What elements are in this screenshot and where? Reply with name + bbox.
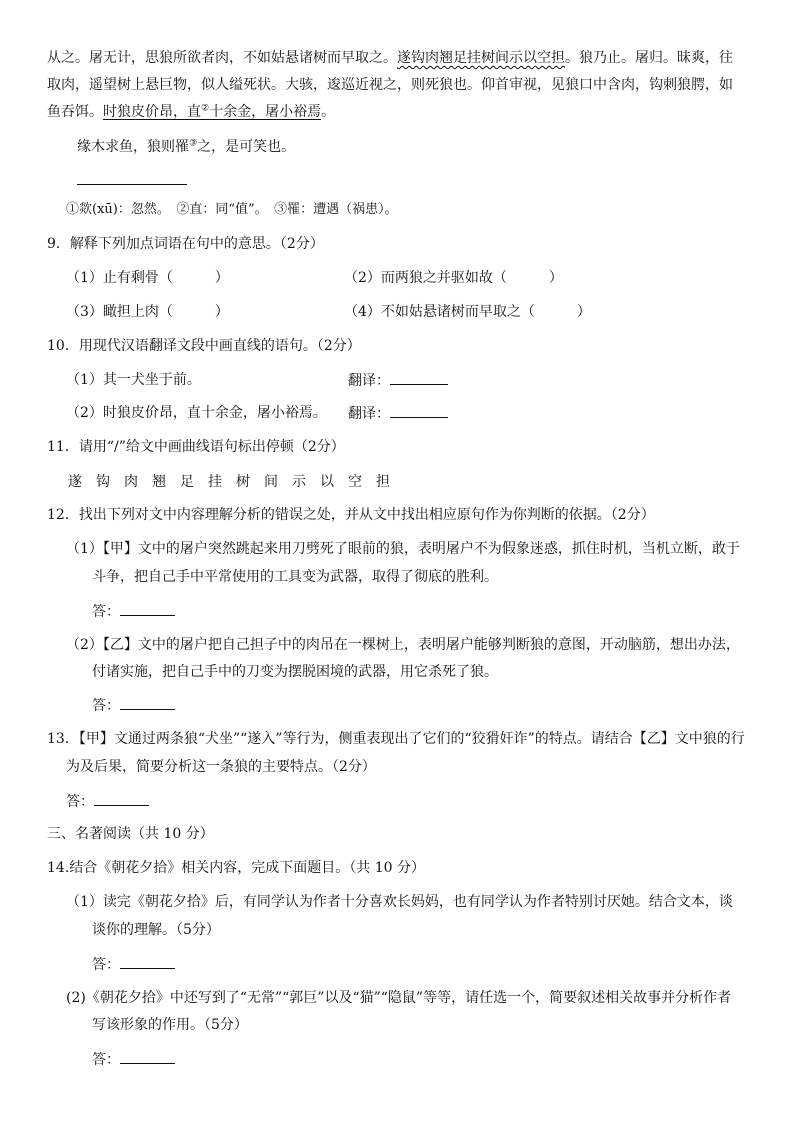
question-10-item-2: （2）时狼皮价昂，直十余金，屠小裕焉。 <box>66 405 327 421</box>
answer-blank[interactable] <box>120 954 175 969</box>
question-12-item-1-line-1: （1）【甲】文中的屠户突然跳起来用刀劈死了眼前的狼，表明屠户不为假象迷惑，抓住时机，当机立断，敢于 <box>66 541 740 557</box>
passage-line-2: 取肉，遥望树上悬巨物，似人缢死状。大骇，逡巡近视之，则死狼也。仰首审视，见狼口中含肉，钩刺狼腭，如 <box>47 77 733 93</box>
answer-blank[interactable] <box>390 403 448 418</box>
question-12-item-1-line-2: 斗争，把自己手中平常使用的工具变为武器，取得了彻底的胜利。 <box>92 569 498 585</box>
question-9-item-2: （2）而两狼之并驱如故（ ） <box>344 270 563 286</box>
question-9-item-4: （4）不如姑悬诸树而早取之（ ） <box>344 304 591 320</box>
answer-blank[interactable] <box>120 1049 175 1064</box>
question-11-sentence: 遂钩肉翘足挂树间示以空担 <box>68 474 404 490</box>
question-10-translate-2: 翻译： <box>348 403 448 424</box>
question-12-item-2-line-1: （2）【乙】文中的屠户把自己担子中的肉吊在一棵树上，表明屠户能够判断狼的意图，开动脑筋，想出办法， <box>66 637 740 653</box>
section-3-heading: 三、名著阅读（共 10 分） <box>47 826 214 842</box>
passage-line-4: 缘木求鱼，狼则罹③之，是可笑也。 <box>77 138 296 155</box>
footnote-divider <box>77 184 187 185</box>
question-14-item-2-line-1: (2)《朝花夕拾》中还写到了“无常”“郭巨”以及“猫”“隐鼠”等等，请任选一个，简要叙述相关故事并分析作者 <box>66 990 732 1006</box>
answer-blank[interactable] <box>94 791 149 806</box>
question-12-stem: 12．找出下列对文中内容理解分析的错误之处，并从文中找出相应原句作为你判断的依据。（2分） <box>47 507 655 523</box>
question-14-item-2-line-2: 写该形象的作用。（5分） <box>92 1017 248 1033</box>
passage-line-3: 鱼吞饵。时狼皮价昂，直②十余金，屠小裕焉。 <box>47 103 336 120</box>
question-13-line-2: 为及后果，简要分析这一条狼的主要特点。（2分） <box>66 759 376 775</box>
question-10-item-1: （1）其一犬坐于前。 <box>66 372 201 388</box>
question-14-answer-1: 答： <box>92 954 175 975</box>
question-12-answer-1: 答： <box>92 601 175 622</box>
question-9-stem: 9．解释下列加点词语在句中的意思。（2分） <box>47 236 324 252</box>
footnotes: ①欻(xū)：忽然。 ②直：同“值”。 ③罹：遭遇（祸患）。 <box>66 202 398 217</box>
question-10-translate-1: 翻译： <box>348 370 448 391</box>
question-13-line-1: 13．【甲】文通过两条狼“犬坐”“遂入”等行为，侧重表现出了它们的“狡猾奸诈”的特点。请结合【乙】文中狼的行 <box>47 731 745 747</box>
question-14-item-1-line-1: （1）读完《朝花夕拾》后，有同学认为作者十分喜欢长妈妈，也有同学认为作者特别讨厌她。结合文本，谈 <box>66 894 733 910</box>
question-12-answer-2: 答： <box>92 695 175 716</box>
question-9-item-1: （1）止有剩骨（ ） <box>66 270 229 286</box>
question-10-stem: 10．用现代汉语翻译文段中画直线的语句。（2分） <box>47 338 361 354</box>
answer-blank[interactable] <box>120 601 175 616</box>
question-13-answer: 答： <box>66 791 149 812</box>
wavy-underlined-sentence: 遂钩肉翘足挂树间示以空担 <box>397 50 565 66</box>
passage-line-1: 从之。屠无计，思狼所欲者肉，不如姑悬诸树而早取之。遂钩肉翘足挂树间示以空担。狼乃止。屠归。昧爽，往 <box>47 50 733 66</box>
question-14-answer-2: 答： <box>92 1049 175 1070</box>
question-12-item-2-line-2: 付诸实施，把自己手中的刀变为摆脱困境的武器，用它杀死了狼。 <box>92 664 498 680</box>
underlined-sentence: 时狼皮价昂，直②十余金，屠小裕焉 <box>103 103 322 120</box>
answer-blank[interactable] <box>390 370 448 385</box>
answer-blank[interactable] <box>120 695 175 710</box>
question-14-stem: 14.结合《朝花夕拾》相关内容，完成下面题目。（共 10 分） <box>47 860 425 876</box>
question-9-item-3: （3）瞰担上肉（ ） <box>66 304 229 320</box>
question-11-stem: 11．请用“/”给文中画曲线语句标出停顿（2分） <box>47 439 345 455</box>
question-14-item-1-line-2: 谈你的理解。（5分） <box>92 922 220 938</box>
